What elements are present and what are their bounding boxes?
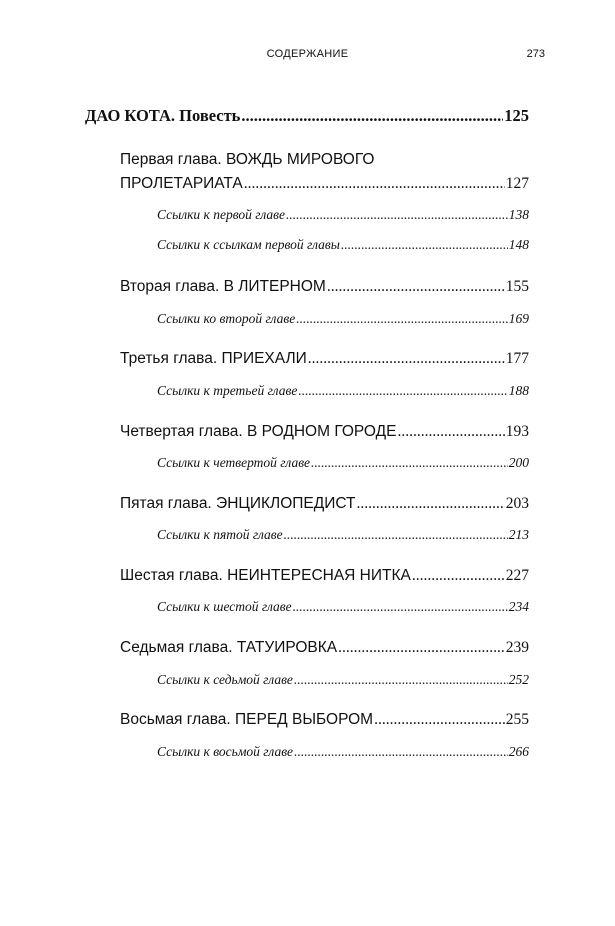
toc-notes-entry[interactable] [157,455,529,471]
toc-entry-page: 148 [508,237,529,252]
toc-entry-label: Седьмая глава. ТАТУИРОВКА [120,639,338,656]
toc-chapter-entry[interactable] [120,175,529,193]
toc-entry-page: 213 [508,527,529,542]
toc-entry-page: 155 [505,278,529,295]
toc-entry-label: ПРОЛЕТАРИАТА [120,175,243,192]
toc-entry-label: Ссылки к шестой главе [157,599,292,614]
toc-entry-page: 252 [508,672,529,687]
leader-dots [374,711,505,729]
leader-dots [311,455,508,471]
toc-chapter-entry[interactable] [120,495,529,513]
leader-dots [308,350,505,368]
toc-chapter-entry[interactable] [120,567,529,585]
toc-entry-label: Вторая глава. В ЛИТЕРНОМ [120,278,326,295]
leader-dots [412,567,505,585]
toc-notes-entry[interactable] [157,599,529,615]
leader-dots [397,423,504,441]
toc-entry-label: Ссылки к пятой главе [157,527,283,542]
toc-notes-entry[interactable] [157,672,529,688]
toc-entry-label: ДАО КОТА. Повесть [85,106,241,125]
toc-entry-label: Четвертая глава. В РОДНОМ ГОРОДЕ [120,423,397,440]
toc-chapter-entry[interactable] [120,711,529,729]
toc-entry-page: 127 [505,175,529,192]
toc-notes-entry[interactable] [157,311,529,327]
toc-chapter-entry[interactable] [120,639,529,657]
toc-entry-label: Шестая глава. НЕИНТЕРЕСНАЯ НИТКА [120,567,411,584]
toc-chapter-title-line[interactable]: Первая глава. ВОЖДЬ МИРОВОГО [120,151,375,168]
toc-entry-label: Ссылки к восьмой главе [157,744,294,759]
toc-chapter-entry[interactable] [120,278,529,296]
leader-dots [327,278,505,296]
toc-entry-label: Ссылки к ссылкам первой главы [157,237,340,252]
toc-entry-page: 239 [505,639,529,656]
toc-entry-page: 266 [508,744,529,759]
toc-entry-label: Ссылки к первой главе [157,207,286,222]
toc-chapter-entry[interactable] [120,350,529,368]
leader-dots [241,106,503,126]
toc-entry-page: 125 [504,106,529,125]
toc-entry-label: Третья глава. ПРИЕХАЛИ [120,350,307,367]
leader-dots [293,599,508,615]
toc-entry-page: 255 [505,711,529,728]
toc-entry-label: Восьмая глава. ПЕРЕД ВЫБОРОМ [120,711,374,728]
toc-entry-page: 227 [505,567,529,584]
toc-entry-page: 200 [508,455,529,470]
leader-dots [338,639,505,657]
toc-chapter-entry[interactable] [120,423,529,441]
toc-entry-page: 188 [508,383,529,398]
leader-dots [284,527,508,543]
leader-dots [286,207,508,223]
leader-dots [296,311,508,327]
toc-notes-entry[interactable] [157,207,529,223]
toc-entry-page: 203 [505,495,529,512]
toc-entry-page: 193 [505,423,529,440]
leader-dots [298,383,507,399]
toc-entry-label: Ссылки ко второй главе [157,311,296,326]
toc-entry-page: 177 [505,350,529,367]
toc-entry-main[interactable] [85,106,529,126]
leader-dots [357,495,505,513]
toc-entry-page: 138 [508,207,529,222]
leader-dots [294,744,508,760]
running-title: СОДЕРЖАНИЕ [266,48,349,60]
toc-entry-label: Ссылки к третьей главе [157,383,298,398]
leader-dots [341,237,508,253]
toc-notes-entry[interactable] [157,527,529,543]
toc-entry-label: Ссылки к четвертой главе [157,455,311,470]
page-number: 273 [526,48,545,60]
toc-entry-label: Ссылки к седьмой главе [157,672,293,687]
leader-dots [294,672,508,688]
toc-notes-entry[interactable] [157,383,529,399]
toc-notes-entry[interactable] [157,237,529,253]
toc-entry-page: 169 [508,311,529,326]
toc-entry-page: 234 [508,599,529,614]
toc-notes-entry[interactable] [157,744,529,760]
leader-dots [244,175,505,193]
toc-entry-label: Пятая глава. ЭНЦИКЛОПЕДИСТ [120,495,356,512]
